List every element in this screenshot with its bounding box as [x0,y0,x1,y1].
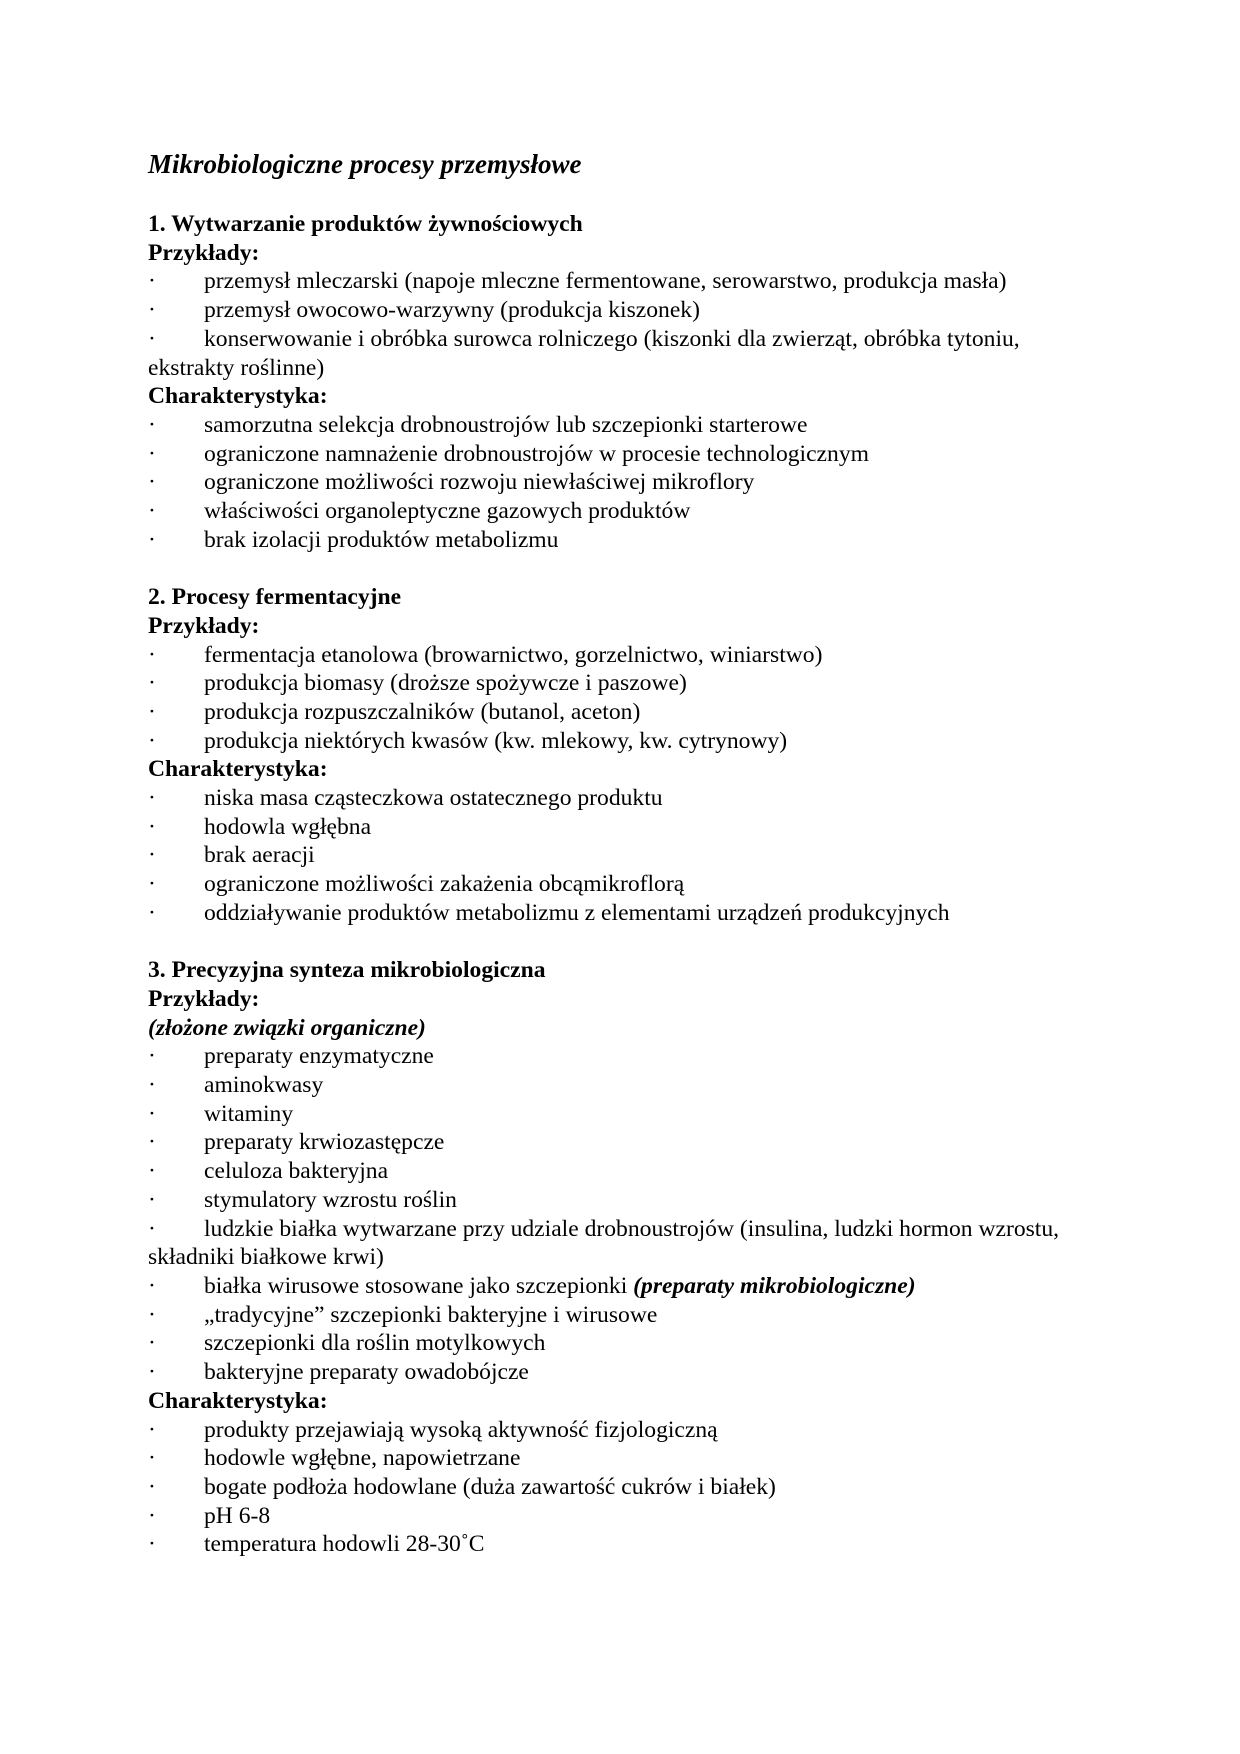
bullet-icon: · [148,469,156,496]
bullet-item [148,1530,1098,1559]
bullet-icon: · [148,1129,156,1156]
document-title: Mikrobiologiczne procesy przemysłowe [148,149,582,179]
bullet-item-text: witaminy [204,1100,294,1127]
bullet-item [148,468,1098,497]
section-heading: 3. Precyzyjna synteza mikrobiologiczna [148,957,546,984]
bullet-icon: · [148,1330,156,1357]
bullet-item-text: ograniczone możliwości zakażenia obcąmikroflorą [204,871,685,898]
document-page [148,146,1098,1559]
bullet-icon: · [148,1416,156,1443]
bullet-item-text: właściwości organoleptyczne gazowych produktów [204,498,691,525]
bullet-icon: · [148,1272,156,1299]
bullet-item [148,1444,1098,1473]
bullet-item [148,1042,1098,1071]
bullet-item-text: brak aeracji [204,842,315,869]
bullet-item-text: hodowle wgłębne, napowietrzane [204,1445,521,1472]
bullet-icon: · [148,842,156,869]
section-3 [148,928,1098,1559]
blank-line [148,928,1098,957]
bullet-item-text: produkty przejawiają wysoką aktywność fizjologiczną [204,1416,718,1443]
bullet-item [148,526,1098,555]
bullet-item [148,727,1098,756]
bullet-item [148,1100,1098,1129]
bullet-item [148,325,1098,382]
bullet-item [148,1502,1098,1531]
bullet-item [148,669,1098,698]
bullet-item-text: temperatura hodowli 28-30˚C [204,1531,485,1558]
examples-label: Przykłady: [148,612,260,639]
bullet-item-text: preparaty enzymatyczne [204,1043,434,1070]
bullet-item [148,1186,1098,1215]
bullet-item [148,497,1098,526]
bullet-icon: · [148,325,156,352]
bullet-item-text: brak izolacji produktów metabolizmu [204,526,559,553]
bullet-item-text: samorzutna selekcja drobnoustrojów lub szczepionki starterowe [204,411,808,438]
bullet-item-text: hodowla wgłębna [204,813,372,840]
bullet-item [148,267,1098,296]
bullet-item [148,870,1098,899]
bullet-item-text: szczepionki dla roślin motylkowych [204,1330,546,1357]
bullet-icon: · [148,785,156,812]
bullet-icon: · [148,871,156,898]
bullet-icon: · [148,411,156,438]
bullet-item [148,1215,1098,1272]
bullet-icon: · [148,1445,156,1472]
bullet-item [148,641,1098,670]
bullet-icon: · [148,526,156,553]
bullet-item-text: pH 6-8 [204,1502,271,1529]
bullet-item-text: produkcja niektórych kwasów (kw. mlekowy, kw. cytrynowy) [204,727,788,754]
examples-label: Przykłady: [148,239,260,266]
bullet-item-text: stymulatory wzrostu roślin [204,1186,457,1213]
bullet-item [148,813,1098,842]
bullet-item-text: preparaty krwiozastępcze [204,1129,445,1156]
bullet-item [148,841,1098,870]
bullet-item-text: ograniczone namnażenie drobnoustrojów w procesie technologicznym [204,440,869,467]
bullet-icon: · [148,268,156,295]
bullet-icon: · [148,1473,156,1500]
bullet-item [148,1071,1098,1100]
bullet-item-emphasis: (preparaty mikrobiologiczne) [633,1272,916,1299]
bullet-item-text: fermentacja etanolowa (browarnictwo, gorzelnictwo, winiarstwo) [204,641,823,668]
bullet-item-text: produkcja rozpuszczalników (butanol, aceton) [204,698,641,725]
bullet-item [148,411,1098,440]
bullet-item-text: oddziaływanie produktów metabolizmu z elementami urządzeń produkcyjnych [204,899,950,926]
bullet-icon: · [148,727,156,754]
bullet-icon: · [148,1072,156,1099]
bullet-item-text: celuloza bakteryjna [204,1158,389,1185]
bullet-icon: · [148,813,156,840]
bullet-item [148,698,1098,727]
bullet-icon: · [148,1215,156,1242]
bullet-item [148,1358,1098,1387]
bullet-item [148,1301,1098,1330]
bullet-icon: · [148,1301,156,1328]
bullet-item [148,1128,1098,1157]
bullet-item [148,440,1098,469]
bullet-icon: · [148,1100,156,1127]
blank-line [148,554,1098,583]
bullet-icon: · [148,698,156,725]
examples-label: Przykłady: [148,985,260,1012]
bullet-item-text: produkcja biomasy (droższe spożywcze i paszowe) [204,670,687,697]
bullet-icon: · [148,498,156,525]
bullet-item-text: bakteryjne preparaty owadobójcze [204,1359,529,1386]
characteristics-label: Charakterystyka: [148,1387,328,1414]
bullet-item-text: białka wirusowe stosowane jako szczepionki [204,1272,634,1299]
sections-container [148,210,1098,1559]
bullet-icon: · [148,440,156,467]
bullet-item [148,899,1098,928]
section-heading: 1. Wytwarzanie produktów żywnościowych [148,211,583,237]
bullet-icon: · [148,1158,156,1185]
bullet-item-text: ludzkie białka wytwarzane przy udziale drobnoustrojów (insulina, ludzki hormon wzrostu, składniki białkowe krwi) [148,1215,1060,1271]
bullet-item-text: przemysł mleczarski (napoje mleczne fermentowane, serowarstwo, produkcja masła) [204,268,1007,295]
bullet-item-text: przemysł owocowo-warzywny (produkcja kiszonek) [204,297,700,324]
characteristics-label: Charakterystyka: [148,383,328,410]
bullet-icon: · [148,1186,156,1213]
bullet-item [148,1272,1098,1301]
bullet-item-text: konserwowanie i obróbka surowca rolniczego (kiszonki dla zwierząt, obróbka tytoniu, ekstrakty roślinne) [148,325,1020,381]
bullet-item [148,1416,1098,1445]
section-2 [148,554,1098,927]
bullet-item-text: niska masa cząsteczkowa ostatecznego produktu [204,785,663,812]
bullet-icon: · [148,899,156,926]
bullet-item-text: bogate podłoża hodowlane (duża zawartość cukrów i białek) [204,1473,776,1500]
bullet-icon: · [148,1359,156,1386]
section-1 [148,210,1098,554]
section-heading: 2. Procesy fermentacyjne [148,584,402,611]
bullet-item [148,784,1098,813]
bullet-item-text: aminokwasy [204,1072,324,1099]
bullet-item [148,1473,1098,1502]
bullet-icon: · [148,1043,156,1070]
bullet-icon: · [148,670,156,697]
bullet-item [148,1157,1098,1186]
bullet-item [148,296,1098,325]
bullet-icon: · [148,297,156,324]
bullet-icon: · [148,641,156,668]
bullet-icon: · [148,1502,156,1529]
bullet-item-text: ograniczone możliwości rozwoju niewłaściwej mikroflory [204,469,755,496]
characteristics-label: Charakterystyka: [148,756,328,783]
bullet-icon: · [148,1531,156,1558]
examples-note: (złożone związki organiczne) [148,1014,426,1041]
bullet-item-text: „tradycyjne” szczepionki bakteryjne i wirusowe [204,1301,658,1328]
bullet-item [148,1329,1098,1358]
